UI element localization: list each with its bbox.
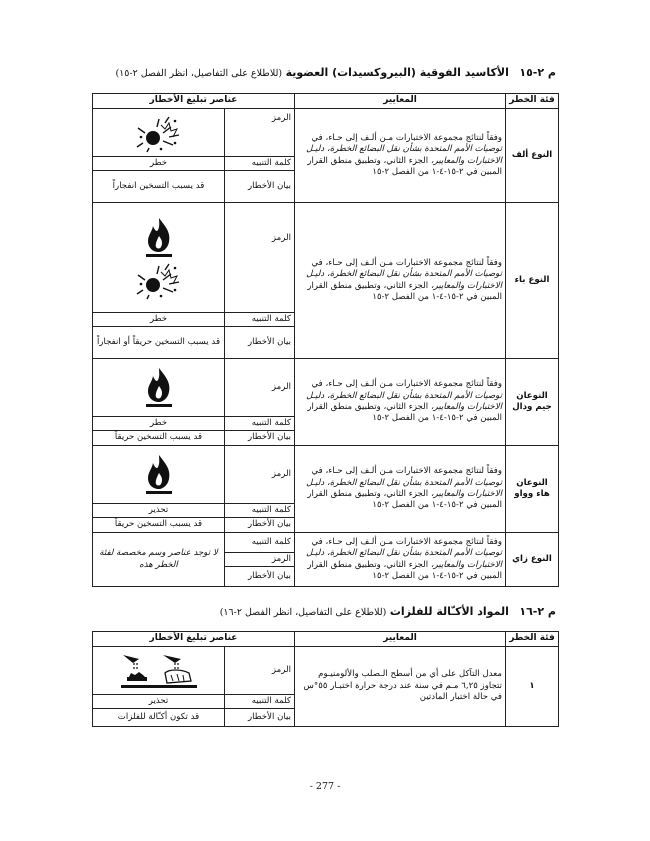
hazard-statement-value: قد يسبب التسخين انفجاراً xyxy=(93,171,225,203)
flame-icon xyxy=(141,453,177,497)
hazard-statement-value: قد يسبب التسخين حريقاً أو انفجاراً xyxy=(93,327,225,359)
symbol-label: الرمز xyxy=(225,446,295,504)
signal-word-value: تحذير xyxy=(93,504,225,518)
hazard-statement-value: قد يسبب التسخين حريقاً xyxy=(93,518,225,533)
symbol-label: الرمز xyxy=(225,109,295,157)
criteria-cell: معدل التآكل على أي من أسطح الـصلب والألومنيـوم تتجاوز ٦,٢٥ مـم في سنة عند درجة حرارة اختبـار ٥٥°س في حالة اختبار المادتين xyxy=(295,647,506,727)
section-15-table xyxy=(92,93,559,587)
symbol-label: الرمز xyxy=(225,203,295,313)
header-criteria: المعايير xyxy=(295,94,506,109)
criteria-cell: وفقاً لنتائج مجموعة الاختبارات مـن ألـف إلى حـاء، في توصيات الأمم المتحدة بشأن نقل البضائع الخطرة، دليـل الاختبارات والمعايير، الجزء الثاني، وتطبيق منطق القرار المبين في ٢-١٥-٤-١ من الفصل ٢-١٥ xyxy=(295,533,506,587)
symbol-cell xyxy=(93,446,225,504)
signal-word-value: خطر xyxy=(93,157,225,171)
table-row xyxy=(93,109,559,157)
category-cell: ١ xyxy=(506,647,559,727)
exploding-bomb-icon xyxy=(135,113,183,153)
section-16-title xyxy=(220,605,556,618)
section-16-table xyxy=(92,631,559,727)
exploding-bomb-icon xyxy=(135,260,183,300)
section-15-heading: الأكاسيد الفوقية (البيروكسيدات) العضوية xyxy=(285,66,509,79)
signal-word-label: كلمة التنبيه xyxy=(225,157,295,171)
no-elements-note: لا توجد عناصر وسم مخصصة لفئة الخطر هذه xyxy=(93,533,225,587)
table-row xyxy=(93,446,559,504)
hazard-statement-label: بيان الأخطار xyxy=(225,709,295,727)
category-cell: النوعان جيم ودال xyxy=(506,359,559,446)
signal-word-value: تحذير xyxy=(93,695,225,709)
hazard-statement-label: بيان الأخطار xyxy=(225,431,295,446)
signal-word-label: كلمة التنبيه xyxy=(225,504,295,518)
table-header-row xyxy=(93,632,559,647)
symbol-label: الرمز xyxy=(225,553,295,567)
page-number: - 277 - xyxy=(309,781,341,792)
header-category: فئة الخطر xyxy=(506,632,559,647)
header-criteria: المعايير xyxy=(295,632,506,647)
symbol-cell xyxy=(93,359,225,417)
criteria-cell: وفقاً لنتائج مجموعة الاختبارات مـن ألـف إلى حـاء، في توصيات الأمم المتحدة بشأن نقل البضائع الخطرة، دليـل الاختبارات والمعايير، الجزء الثاني، وتطبيق منطق القرار المبين في ٢-١٥-٤-١ من الفصل ٢-١٥ xyxy=(295,446,506,533)
criteria-cell: وفقاً لنتائج مجموعة الاختبارات مـن ألـف إلى حـاء، في توصيات الأمم المتحدة بشأن نقل البضائع الخطرة، دليـل الاختبارات والمعايير، الجزء الثاني، وتطبيق منطق القرار المبين في ٢-١٥-٤-١ من الفصل ٢-١٥ xyxy=(295,359,506,446)
hazard-statement-label: بيان الأخطار xyxy=(225,327,295,359)
section-15-title xyxy=(115,66,556,79)
hazard-statement-value: قد يسبب التسخين حريقاً xyxy=(93,431,225,446)
hazard-statement-label: بيان الأخطار xyxy=(225,567,295,587)
symbol-label: الرمز xyxy=(225,647,295,695)
table-row xyxy=(93,647,559,695)
header-elements: عناصر تبليغ الأخطار xyxy=(93,632,295,647)
section-16-note: (للاطلاع على التفاصيل، انظر الفصل ٢-١٦) xyxy=(219,607,387,618)
symbol-cell xyxy=(93,203,225,313)
flame-icon xyxy=(141,216,177,260)
signal-word-label: كلمة التنبيه xyxy=(225,533,295,553)
table-row xyxy=(93,359,559,417)
table-header-row xyxy=(93,94,559,109)
symbol-cell xyxy=(93,109,225,157)
category-cell: النوع زاي xyxy=(506,533,559,587)
signal-word-label: كلمة التنبيه xyxy=(225,417,295,431)
signal-word-label: كلمة التنبيه xyxy=(225,695,295,709)
category-cell: النوع ألف xyxy=(506,109,559,203)
signal-word-label: كلمة التنبيه xyxy=(225,313,295,327)
header-category: فئة الخطر xyxy=(506,94,559,109)
criteria-cell: وفقاً لنتائج مجموعة الاختبارات مـن ألـف إلى حـاء، في توصيات الأمم المتحدة بشأن نقل البضائع الخطرة، دليـل الاختبارات والمعايير، الجزء الثاني، وتطبيق منطق القرار المبين في ٢-١٥-٤-١ من الفصل ٢-١٥ xyxy=(295,203,506,359)
hazard-statement-label: بيان الأخطار xyxy=(225,171,295,203)
section-15-note: (للاطلاع على التفاصيل، انظر الفصل ٢-١٥) xyxy=(115,68,283,79)
table-row xyxy=(93,533,559,553)
category-cell: النوعان هاء وواو xyxy=(506,446,559,533)
hazard-statement-value: قد تكون أكـّالة للفلزات xyxy=(93,709,225,727)
table-row xyxy=(93,203,559,313)
hazard-statement-label: بيان الأخطار xyxy=(225,518,295,533)
signal-word-value: خطر xyxy=(93,313,225,327)
criteria-cell: وفقاً لنتائج مجموعة الاختبارات مـن ألـف إلى حـاء، في توصيات الأمم المتحدة بشأن نقل البضائع الخطرة، دليـل الاختبارات والمعايير، الجزء الثاني، وتطبيق منطق القرار المبين في ٢-١٥-٤-١ من الفصل ٢-١٥ xyxy=(295,109,506,203)
signal-word-value: خطر xyxy=(93,417,225,431)
flame-icon xyxy=(141,366,177,410)
section-16-heading: المواد الأكـّالة للفلزات xyxy=(389,605,509,618)
section-16-number: م ٢-١٦ xyxy=(519,605,556,618)
section-15-number: م ٢-١٥ xyxy=(519,66,556,79)
category-cell: النوع باء xyxy=(506,203,559,359)
header-elements: عناصر تبليغ الأخطار xyxy=(93,94,295,109)
symbol-label: الرمز xyxy=(225,359,295,417)
corrosion-icon xyxy=(119,651,199,691)
symbol-cell xyxy=(93,647,225,695)
